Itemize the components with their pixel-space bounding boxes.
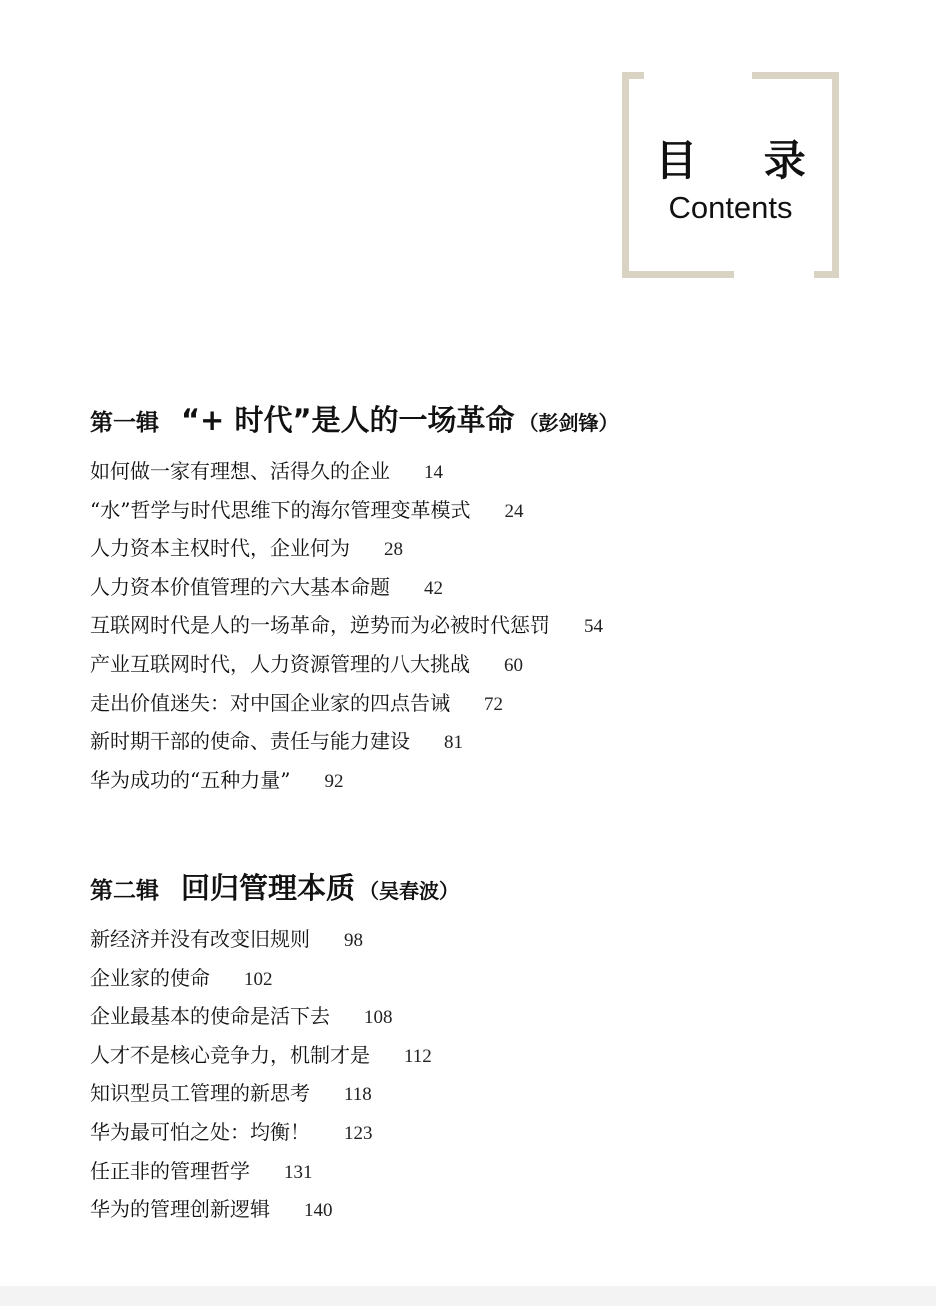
toc-entry[interactable] [90,1074,890,1113]
entry-title: “水”哲学与时代思维下的海尔管理变革模式 [90,497,471,522]
entry-title: 新时期干部的使命、责任与能力建设 [90,729,410,754]
entry-title: 人力资本主权时代，企业何为 [90,536,350,561]
entry-page-number: 81 [444,732,463,754]
entry-title: 互联网时代是人的一场革命，逆势而为必被时代惩罚 [90,613,550,638]
toc-entry[interactable] [90,722,890,761]
entry-page-number: 98 [344,930,363,951]
entry-page-number: 118 [344,1084,372,1106]
section-author: （彭剑锋） [518,411,619,435]
entry-page-number: 72 [484,693,503,715]
entry-title: 知识型员工管理的新思考 [90,1081,310,1106]
section-heading [90,398,890,444]
section-title: “+ 时代”是人的一场革命 [181,403,515,437]
entry-title: 人力资本价值管理的六大基本命题 [90,574,390,599]
toc-entry[interactable] [90,452,890,491]
entry-page-number: 14 [424,462,443,483]
contents-title-frame [622,72,839,278]
frame-top-left-bar [622,72,644,79]
entry-page-number: 140 [304,1200,333,1222]
page-title-english: Contents [668,190,793,225]
toc-entry[interactable] [90,1152,890,1191]
section-2 [90,866,890,1229]
toc-entry[interactable] [90,959,890,998]
page-title-chinese: 目 录 [655,136,832,185]
section-author: （吴春波） [359,879,460,903]
entry-page-number: 108 [364,1007,393,1029]
section-entries [90,920,890,1229]
section-label: 第二辑 [90,878,159,904]
entry-title: 华为的管理创新逻辑 [90,1197,270,1222]
frame-bottom-right-bar [814,271,839,278]
entry-page-number: 123 [344,1122,373,1144]
toc-entry[interactable] [90,920,890,959]
entry-page-number: 102 [244,968,273,990]
entry-title: 企业最基本的使命是活下去 [90,1004,330,1029]
frame-top-right-bar [752,72,839,79]
page-bottom-edge [0,1286,936,1306]
toc-entry[interactable] [90,761,890,800]
entry-page-number: 131 [284,1161,313,1183]
section-1 [90,398,890,799]
entry-title: 新经济并没有改变旧规则 [90,927,310,951]
toc-entry[interactable] [90,645,890,684]
entry-page-number: 54 [584,616,603,638]
entry-page-number: 92 [324,770,344,792]
section-title: 回归管理本质 [181,871,356,905]
entry-title: 如何做一家有理想、活得久的企业 [90,459,390,483]
entry-title: 人才不是核心竞争力，机制才是 [90,1042,370,1067]
entry-title: 企业家的使命 [90,965,210,990]
entry-page-number: 24 [504,500,524,522]
entry-title: 走出价值迷失：对中国企业家的四点告诫 [90,690,450,715]
entry-title: 产业互联网时代，人力资源管理的八大挑战 [90,651,470,676]
toc-entry[interactable] [90,997,890,1036]
toc-entry[interactable] [90,606,890,645]
toc-entry[interactable] [90,568,890,607]
entry-page-number: 60 [504,654,523,676]
entry-title: 华为成功的“五种力量” [90,767,291,792]
toc-entry[interactable] [90,1113,890,1152]
section-entries [90,452,890,799]
toc-entry[interactable] [90,1036,890,1075]
toc-entry[interactable] [90,1190,890,1229]
entry-title: 华为最可怕之处：均衡！ [90,1119,310,1144]
section-label: 第一辑 [90,410,159,436]
toc-entry[interactable] [90,684,890,723]
entry-page-number: 112 [404,1045,432,1067]
entry-page-number: 28 [384,539,403,561]
entry-page-number: 42 [424,577,443,599]
frame-bottom-left-bar [622,271,734,278]
toc-entry[interactable] [90,491,890,530]
toc-entry[interactable] [90,529,890,568]
section-heading [90,866,890,912]
entry-title: 任正非的管理哲学 [90,1158,250,1183]
